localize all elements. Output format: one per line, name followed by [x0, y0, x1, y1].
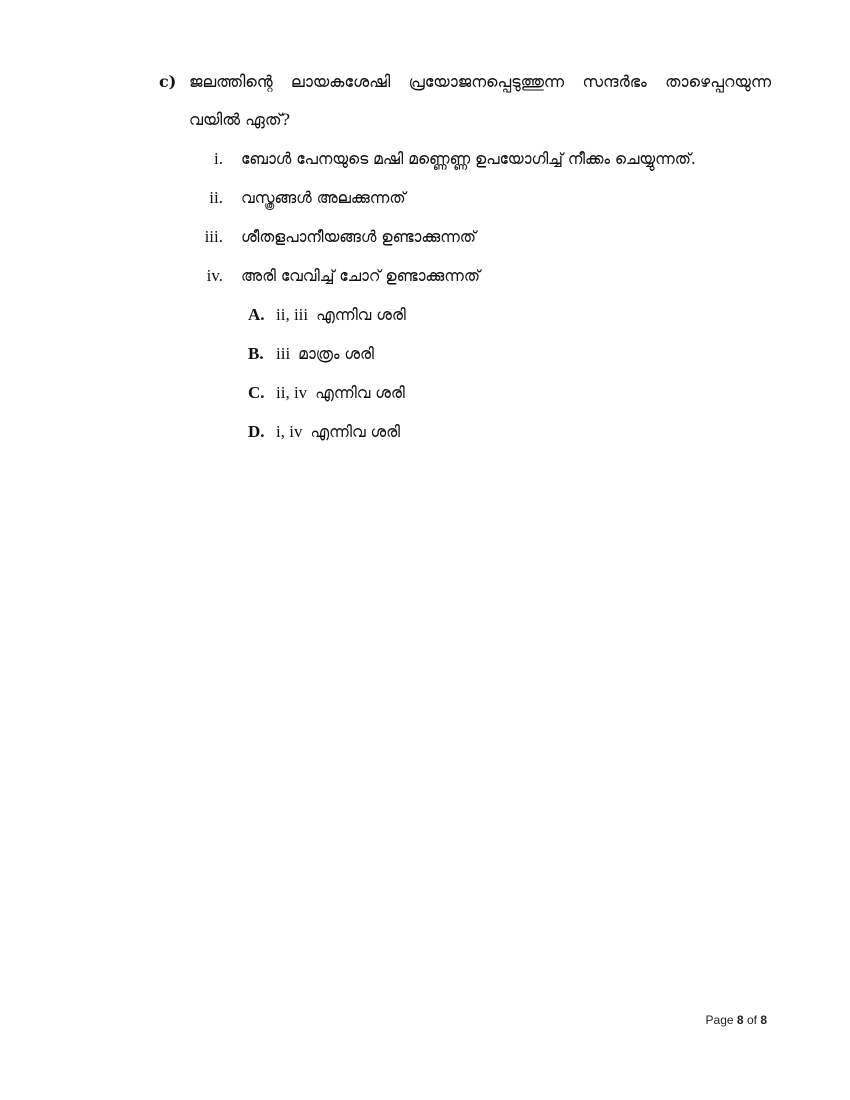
option-numerals: ii, iv — [276, 383, 308, 402]
answer-option-c — [248, 381, 405, 405]
option-numerals: i, iv — [276, 422, 303, 441]
statement-text: ശീതളപാനീയങ്ങൾ ഉണ്ടാക്കുന്നത് — [241, 228, 476, 246]
statement-number: i. — [214, 149, 223, 168]
question-label: c) — [159, 72, 177, 91]
option-letter: B. — [248, 344, 264, 363]
option-letter: A. — [248, 305, 265, 324]
option-text: എന്നിവ ശരി — [315, 384, 405, 402]
page-number-footer — [706, 1013, 767, 1027]
option-text: എന്നിവ ശരി — [316, 306, 406, 324]
statement-number: iv. — [206, 266, 223, 285]
option-numerals: iii — [276, 344, 291, 363]
answer-option-a — [248, 303, 406, 327]
statement-item — [185, 264, 480, 288]
answer-option-d — [248, 420, 400, 444]
answer-option-b — [248, 342, 374, 366]
question-text-line-2: വയിൽ ഏത്? — [189, 110, 291, 129]
question-text-line-1: ജലത്തിന്റെ ലായകശേഷി പ്രയോജനപ്പെടുത്തുന്ന സന്ദർഭം താഴെപ്പറയുന്ന — [189, 72, 771, 91]
option-text: മാത്രം ശരി — [298, 345, 374, 363]
option-numerals: ii, iii — [276, 305, 309, 324]
page-total: 8 — [760, 1013, 767, 1027]
question-line-1 — [159, 68, 771, 96]
page-of: of — [746, 1013, 757, 1027]
statement-item — [185, 186, 406, 210]
page-prefix: Page — [705, 1013, 734, 1027]
question-block — [159, 68, 771, 134]
statement-text: ബോൾ പേനയുടെ മഷി മണ്ണെണ്ണ ഉപയോഗിച്ച് നീക്കം ചെയ്യുന്നത്. — [241, 150, 696, 168]
statement-text: അരി വേവിച്ച് ചോറ് ഉണ്ടാക്കുന്നത് — [241, 267, 481, 285]
statement-item — [185, 225, 476, 249]
option-letter: D. — [248, 422, 265, 441]
statement-number: iii. — [204, 227, 223, 246]
statement-item — [185, 147, 696, 171]
page-current: 8 — [736, 1013, 744, 1027]
statement-number: ii. — [209, 188, 223, 207]
option-text: എന്നിവ ശരി — [310, 423, 401, 441]
option-letter: C. — [248, 383, 265, 402]
statement-text: വസ്ത്രങ്ങൾ അലക്കുന്നത് — [241, 189, 406, 207]
